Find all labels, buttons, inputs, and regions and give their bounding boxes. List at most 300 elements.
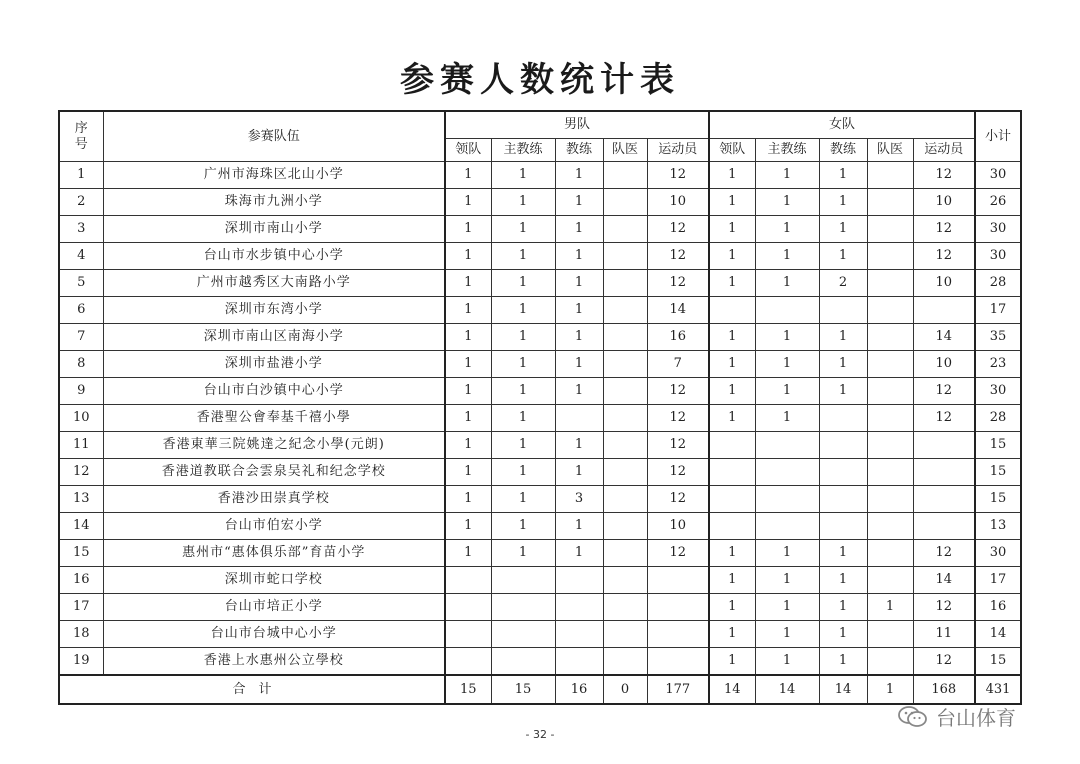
- male-head-coach-count: 1: [491, 189, 555, 216]
- female-medic-count: [867, 162, 913, 189]
- team-name: 深圳市盐港小学: [103, 351, 445, 378]
- row-subtotal: 30: [975, 162, 1021, 189]
- female-athletes-count: 12: [913, 540, 975, 567]
- female-medic-count: [867, 297, 913, 324]
- row-number: 13: [59, 486, 103, 513]
- row-subtotal: 16: [975, 594, 1021, 621]
- male-coach-count: 1: [555, 459, 603, 486]
- male-medic-count: [603, 621, 647, 648]
- female-leader-count: 1: [709, 405, 755, 432]
- female-head-coach-count: 1: [755, 648, 819, 676]
- male-athletes-count: 10: [647, 189, 709, 216]
- male-leader-count: [445, 648, 491, 676]
- table-row: [59, 351, 1021, 378]
- female-athletes-count: 10: [913, 351, 975, 378]
- row-subtotal: 15: [975, 459, 1021, 486]
- team-name: 深圳市南山小学: [103, 216, 445, 243]
- female-leader-count: [709, 297, 755, 324]
- team-name: 香港道教联合会雲泉吴礼和纪念学校: [103, 459, 445, 486]
- male-head-coach-count: 1: [491, 297, 555, 324]
- male-leader-count: 1: [445, 540, 491, 567]
- female-athletes-count: 12: [913, 648, 975, 676]
- male-coach-count: 1: [555, 324, 603, 351]
- table-row: [59, 432, 1021, 459]
- row-subtotal: 17: [975, 567, 1021, 594]
- male-athletes-count: 12: [647, 216, 709, 243]
- table-row: [59, 621, 1021, 648]
- male-medic-count: [603, 324, 647, 351]
- female-athletes-count: 12: [913, 378, 975, 405]
- male-head-coach-count: [491, 594, 555, 621]
- female-head-coach-count: 1: [755, 243, 819, 270]
- female-coach-count: 1: [819, 567, 867, 594]
- female-head-coach-count: 1: [755, 405, 819, 432]
- header-male-athletes: 运动员: [647, 139, 709, 162]
- header-female-athletes: 运动员: [913, 139, 975, 162]
- row-number: 19: [59, 648, 103, 676]
- total-male-head-coach: 15: [491, 675, 555, 704]
- team-name: 香港沙田崇真学校: [103, 486, 445, 513]
- male-head-coach-count: 1: [491, 243, 555, 270]
- row-number: 6: [59, 297, 103, 324]
- male-medic-count: [603, 594, 647, 621]
- female-leader-count: 1: [709, 324, 755, 351]
- male-coach-count: 1: [555, 351, 603, 378]
- female-coach-count: 1: [819, 378, 867, 405]
- table-row: [59, 594, 1021, 621]
- female-medic-count: [867, 648, 913, 676]
- female-head-coach-count: 1: [755, 351, 819, 378]
- male-coach-count: 1: [555, 297, 603, 324]
- male-athletes-count: [647, 648, 709, 676]
- male-leader-count: 1: [445, 324, 491, 351]
- header-female-head-coach: 主教练: [755, 139, 819, 162]
- female-head-coach-count: [755, 513, 819, 540]
- male-coach-count: 1: [555, 432, 603, 459]
- male-athletes-count: 10: [647, 513, 709, 540]
- female-athletes-count: [913, 486, 975, 513]
- female-leader-count: [709, 513, 755, 540]
- team-name: 广州市越秀区大南路小学: [103, 270, 445, 297]
- male-head-coach-count: [491, 648, 555, 676]
- female-leader-count: [709, 486, 755, 513]
- table-row: [59, 324, 1021, 351]
- male-medic-count: [603, 243, 647, 270]
- total-female-coach: 14: [819, 675, 867, 704]
- female-head-coach-count: 1: [755, 378, 819, 405]
- male-medic-count: [603, 189, 647, 216]
- row-subtotal: 35: [975, 324, 1021, 351]
- female-head-coach-count: 1: [755, 567, 819, 594]
- row-subtotal: 30: [975, 378, 1021, 405]
- row-subtotal: 28: [975, 270, 1021, 297]
- male-athletes-count: [647, 621, 709, 648]
- female-leader-count: 1: [709, 378, 755, 405]
- female-athletes-count: 10: [913, 189, 975, 216]
- header-seq-line2: 号: [74, 136, 88, 152]
- page-number: - 32 -: [525, 728, 555, 741]
- female-medic-count: [867, 621, 913, 648]
- male-leader-count: 1: [445, 216, 491, 243]
- team-name: 香港聖公會奉基千禧小學: [103, 405, 445, 432]
- female-athletes-count: [913, 432, 975, 459]
- header-female-team: 女队: [709, 111, 975, 139]
- male-athletes-count: 14: [647, 297, 709, 324]
- male-athletes-count: 12: [647, 243, 709, 270]
- header-male-head-coach: 主教练: [491, 139, 555, 162]
- female-medic-count: [867, 378, 913, 405]
- female-coach-count: 1: [819, 324, 867, 351]
- male-head-coach-count: 1: [491, 162, 555, 189]
- row-number: 2: [59, 189, 103, 216]
- row-number: 16: [59, 567, 103, 594]
- female-head-coach-count: [755, 459, 819, 486]
- male-leader-count: 1: [445, 378, 491, 405]
- team-name: 深圳市东湾小学: [103, 297, 445, 324]
- female-athletes-count: 12: [913, 216, 975, 243]
- male-medic-count: [603, 297, 647, 324]
- male-coach-count: 1: [555, 216, 603, 243]
- male-leader-count: 1: [445, 189, 491, 216]
- header-subtotal: 小计: [975, 111, 1021, 162]
- header-female-coach: 教练: [819, 139, 867, 162]
- total-label: 合 计: [59, 675, 445, 704]
- row-number: 3: [59, 216, 103, 243]
- male-leader-count: 1: [445, 270, 491, 297]
- team-name: 广州市海珠区北山小学: [103, 162, 445, 189]
- table-row: [59, 243, 1021, 270]
- header-male-team: 男队: [445, 111, 709, 139]
- male-athletes-count: 12: [647, 459, 709, 486]
- female-head-coach-count: 1: [755, 216, 819, 243]
- female-coach-count: 1: [819, 540, 867, 567]
- female-athletes-count: [913, 297, 975, 324]
- female-athletes-count: 14: [913, 567, 975, 594]
- male-athletes-count: 16: [647, 324, 709, 351]
- female-head-coach-count: 1: [755, 594, 819, 621]
- team-name: 深圳市南山区南海小学: [103, 324, 445, 351]
- row-subtotal: 15: [975, 486, 1021, 513]
- female-head-coach-count: [755, 432, 819, 459]
- female-coach-count: [819, 405, 867, 432]
- male-coach-count: [555, 405, 603, 432]
- female-athletes-count: 12: [913, 162, 975, 189]
- female-coach-count: 1: [819, 594, 867, 621]
- male-leader-count: [445, 621, 491, 648]
- male-medic-count: [603, 432, 647, 459]
- header-female-medic: 队医: [867, 139, 913, 162]
- row-number: 15: [59, 540, 103, 567]
- female-coach-count: [819, 513, 867, 540]
- male-coach-count: [555, 567, 603, 594]
- row-subtotal: 30: [975, 216, 1021, 243]
- team-name: 台山市台城中心小学: [103, 621, 445, 648]
- wechat-icon: [898, 705, 928, 729]
- female-leader-count: 1: [709, 270, 755, 297]
- male-head-coach-count: 1: [491, 513, 555, 540]
- female-athletes-count: 14: [913, 324, 975, 351]
- total-male-medic: 0: [603, 675, 647, 704]
- female-leader-count: 1: [709, 189, 755, 216]
- female-medic-count: [867, 351, 913, 378]
- male-athletes-count: 12: [647, 486, 709, 513]
- female-coach-count: 1: [819, 243, 867, 270]
- male-leader-count: 1: [445, 486, 491, 513]
- male-coach-count: 3: [555, 486, 603, 513]
- male-leader-count: 1: [445, 162, 491, 189]
- female-athletes-count: 12: [913, 594, 975, 621]
- male-athletes-count: 12: [647, 270, 709, 297]
- table-row: [59, 486, 1021, 513]
- female-coach-count: 2: [819, 270, 867, 297]
- male-athletes-count: [647, 594, 709, 621]
- male-head-coach-count: 1: [491, 216, 555, 243]
- male-medic-count: [603, 162, 647, 189]
- row-subtotal: 30: [975, 540, 1021, 567]
- table-row: [59, 405, 1021, 432]
- male-head-coach-count: [491, 621, 555, 648]
- team-name: 惠州市“惠体俱乐部”育苗小学: [103, 540, 445, 567]
- row-number: 4: [59, 243, 103, 270]
- male-coach-count: [555, 648, 603, 676]
- male-athletes-count: 12: [647, 432, 709, 459]
- female-head-coach-count: [755, 297, 819, 324]
- female-athletes-count: [913, 459, 975, 486]
- team-name: 台山市伯宏小学: [103, 513, 445, 540]
- male-leader-count: 1: [445, 243, 491, 270]
- male-leader-count: [445, 594, 491, 621]
- male-head-coach-count: 1: [491, 378, 555, 405]
- row-subtotal: 15: [975, 432, 1021, 459]
- row-number: 10: [59, 405, 103, 432]
- male-medic-count: [603, 270, 647, 297]
- female-athletes-count: 10: [913, 270, 975, 297]
- male-head-coach-count: [491, 567, 555, 594]
- female-leader-count: 1: [709, 594, 755, 621]
- row-number: 9: [59, 378, 103, 405]
- female-leader-count: [709, 432, 755, 459]
- male-athletes-count: 12: [647, 540, 709, 567]
- female-leader-count: 1: [709, 648, 755, 676]
- female-athletes-count: [913, 513, 975, 540]
- male-medic-count: [603, 567, 647, 594]
- female-leader-count: 1: [709, 621, 755, 648]
- female-leader-count: [709, 459, 755, 486]
- male-leader-count: 1: [445, 459, 491, 486]
- male-coach-count: 1: [555, 162, 603, 189]
- team-name: 深圳市蛇口学校: [103, 567, 445, 594]
- female-medic-count: [867, 459, 913, 486]
- row-number: 1: [59, 162, 103, 189]
- row-subtotal: 26: [975, 189, 1021, 216]
- table-row: [59, 378, 1021, 405]
- team-name: 台山市白沙镇中心小学: [103, 378, 445, 405]
- male-head-coach-count: 1: [491, 459, 555, 486]
- female-athletes-count: 12: [913, 405, 975, 432]
- male-medic-count: [603, 405, 647, 432]
- female-athletes-count: 11: [913, 621, 975, 648]
- header-seq: [59, 111, 103, 162]
- female-coach-count: [819, 297, 867, 324]
- female-head-coach-count: 1: [755, 189, 819, 216]
- female-medic-count: [867, 243, 913, 270]
- female-coach-count: 1: [819, 162, 867, 189]
- participant-statistics-table: [58, 110, 1022, 705]
- male-medic-count: [603, 486, 647, 513]
- female-leader-count: 1: [709, 540, 755, 567]
- total-male-athletes: 177: [647, 675, 709, 704]
- male-athletes-count: 12: [647, 162, 709, 189]
- male-coach-count: 1: [555, 189, 603, 216]
- male-medic-count: [603, 540, 647, 567]
- header-female-leader: 领队: [709, 139, 755, 162]
- female-coach-count: [819, 459, 867, 486]
- female-medic-count: [867, 567, 913, 594]
- watermark-text: 台山体育: [936, 706, 1016, 730]
- female-medic-count: 1: [867, 594, 913, 621]
- row-number: 8: [59, 351, 103, 378]
- female-coach-count: [819, 432, 867, 459]
- male-coach-count: 1: [555, 270, 603, 297]
- header-team: 参赛队伍: [103, 111, 445, 162]
- row-number: 14: [59, 513, 103, 540]
- female-coach-count: 1: [819, 648, 867, 676]
- female-medic-count: [867, 216, 913, 243]
- female-medic-count: [867, 486, 913, 513]
- male-athletes-count: [647, 567, 709, 594]
- male-athletes-count: 12: [647, 378, 709, 405]
- male-coach-count: [555, 594, 603, 621]
- male-coach-count: 1: [555, 540, 603, 567]
- male-athletes-count: 7: [647, 351, 709, 378]
- total-female-leader: 14: [709, 675, 755, 704]
- female-head-coach-count: 1: [755, 270, 819, 297]
- male-medic-count: [603, 378, 647, 405]
- male-coach-count: [555, 621, 603, 648]
- male-leader-count: 1: [445, 297, 491, 324]
- table-row: [59, 513, 1021, 540]
- table-row: [59, 297, 1021, 324]
- total-row: [59, 675, 1021, 704]
- table-row: [59, 540, 1021, 567]
- female-head-coach-count: [755, 486, 819, 513]
- male-coach-count: 1: [555, 243, 603, 270]
- male-leader-count: [445, 567, 491, 594]
- male-coach-count: 1: [555, 513, 603, 540]
- row-subtotal: 17: [975, 297, 1021, 324]
- header-seq-line1: 序: [74, 120, 88, 136]
- table-row: [59, 648, 1021, 676]
- male-coach-count: 1: [555, 378, 603, 405]
- female-medic-count: [867, 540, 913, 567]
- male-medic-count: [603, 513, 647, 540]
- total-female-medic: 1: [867, 675, 913, 704]
- male-head-coach-count: 1: [491, 324, 555, 351]
- male-head-coach-count: 1: [491, 351, 555, 378]
- table-row: [59, 270, 1021, 297]
- male-head-coach-count: 1: [491, 540, 555, 567]
- female-medic-count: [867, 270, 913, 297]
- total-female-head-coach: 14: [755, 675, 819, 704]
- row-number: 17: [59, 594, 103, 621]
- male-head-coach-count: 1: [491, 270, 555, 297]
- female-athletes-count: 12: [913, 243, 975, 270]
- team-name: 台山市水步镇中心小学: [103, 243, 445, 270]
- table-row: [59, 216, 1021, 243]
- female-leader-count: 1: [709, 567, 755, 594]
- team-name: 台山市培正小学: [103, 594, 445, 621]
- male-leader-count: 1: [445, 432, 491, 459]
- team-name: 香港東華三院姚達之紀念小學(元朗): [103, 432, 445, 459]
- table-row: [59, 162, 1021, 189]
- watermark: [898, 702, 1016, 731]
- total-male-coach: 16: [555, 675, 603, 704]
- female-leader-count: 1: [709, 162, 755, 189]
- female-coach-count: 1: [819, 216, 867, 243]
- row-number: 11: [59, 432, 103, 459]
- table-row: [59, 459, 1021, 486]
- female-coach-count: [819, 486, 867, 513]
- table-row: [59, 567, 1021, 594]
- male-head-coach-count: 1: [491, 432, 555, 459]
- row-number: 5: [59, 270, 103, 297]
- team-name: 香港上水惠州公立學校: [103, 648, 445, 676]
- row-subtotal: 30: [975, 243, 1021, 270]
- page-title: 参赛人数统计表: [400, 60, 680, 100]
- female-head-coach-count: 1: [755, 162, 819, 189]
- row-number: 7: [59, 324, 103, 351]
- male-leader-count: 1: [445, 405, 491, 432]
- female-medic-count: [867, 513, 913, 540]
- row-subtotal: 14: [975, 621, 1021, 648]
- female-medic-count: [867, 432, 913, 459]
- male-medic-count: [603, 459, 647, 486]
- team-name: 珠海市九洲小学: [103, 189, 445, 216]
- grand-total: 431: [975, 675, 1021, 704]
- female-leader-count: 1: [709, 243, 755, 270]
- male-leader-count: 1: [445, 351, 491, 378]
- female-medic-count: [867, 405, 913, 432]
- female-leader-count: 1: [709, 351, 755, 378]
- male-medic-count: [603, 648, 647, 676]
- male-medic-count: [603, 351, 647, 378]
- row-number: 18: [59, 621, 103, 648]
- female-leader-count: 1: [709, 216, 755, 243]
- header-male-coach: 教练: [555, 139, 603, 162]
- row-subtotal: 28: [975, 405, 1021, 432]
- header-male-medic: 队医: [603, 139, 647, 162]
- header-row-groups: [59, 111, 1021, 139]
- female-medic-count: [867, 324, 913, 351]
- row-subtotal: 13: [975, 513, 1021, 540]
- female-coach-count: 1: [819, 189, 867, 216]
- female-head-coach-count: 1: [755, 324, 819, 351]
- male-leader-count: 1: [445, 513, 491, 540]
- female-coach-count: 1: [819, 351, 867, 378]
- header-male-leader: 领队: [445, 139, 491, 162]
- total-female-athletes: 168: [913, 675, 975, 704]
- female-medic-count: [867, 189, 913, 216]
- male-head-coach-count: 1: [491, 486, 555, 513]
- female-head-coach-count: 1: [755, 540, 819, 567]
- male-medic-count: [603, 216, 647, 243]
- male-head-coach-count: 1: [491, 405, 555, 432]
- row-number: 12: [59, 459, 103, 486]
- table-row: [59, 189, 1021, 216]
- total-male-leader: 15: [445, 675, 491, 704]
- male-athletes-count: 12: [647, 405, 709, 432]
- female-coach-count: 1: [819, 621, 867, 648]
